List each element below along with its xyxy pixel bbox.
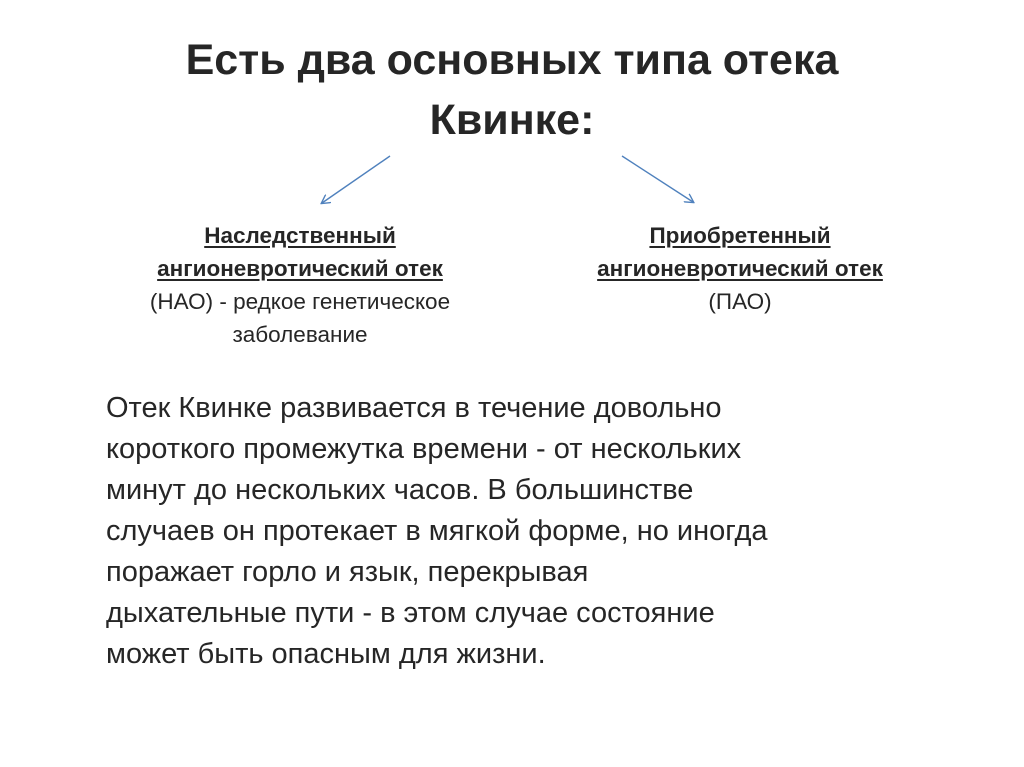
- branch-acquired-text-line-1: (ПАО): [708, 289, 772, 314]
- body-line-3: минут до нескольких часов. В большинстве: [106, 474, 694, 506]
- arrow-right: [622, 156, 693, 202]
- arrow-left: [322, 156, 390, 203]
- body-line-4: случаев он протекает в мягкой форме, но иногда: [106, 515, 768, 547]
- branch-hereditary-text-line-2: заболевание: [232, 322, 368, 347]
- body-paragraph: [106, 388, 936, 675]
- body-line-5: поражает горло и язык, перекрывая: [106, 556, 589, 588]
- branch-hereditary-text-line-1: (НАО) - редкое генетическое: [149, 289, 451, 314]
- slide-title: [80, 30, 944, 150]
- branch-hereditary: [60, 219, 540, 351]
- branch-hereditary-heading-line-2: ангионевротический отек: [157, 256, 443, 281]
- slide-title-line-2: Квинке:: [429, 96, 595, 144]
- body-line-1: Отек Квинке развивается в течение довольно: [106, 392, 722, 424]
- branch-hereditary-heading-line-1: Наследственный: [204, 223, 396, 248]
- slide-title-line-1: Есть два основных типа отека: [185, 36, 839, 84]
- branch-acquired: [500, 219, 980, 318]
- branch-acquired-heading-line-1: Приобретенный: [649, 223, 831, 248]
- body-line-7: может быть опасным для жизни.: [106, 638, 546, 670]
- branch-acquired-heading-line-2: ангионевротический отек: [597, 256, 883, 281]
- body-line-6: дыхательные пути - в этом случае состояние: [106, 597, 715, 629]
- body-line-2: короткого промежутка времени - от нескольких: [106, 433, 742, 465]
